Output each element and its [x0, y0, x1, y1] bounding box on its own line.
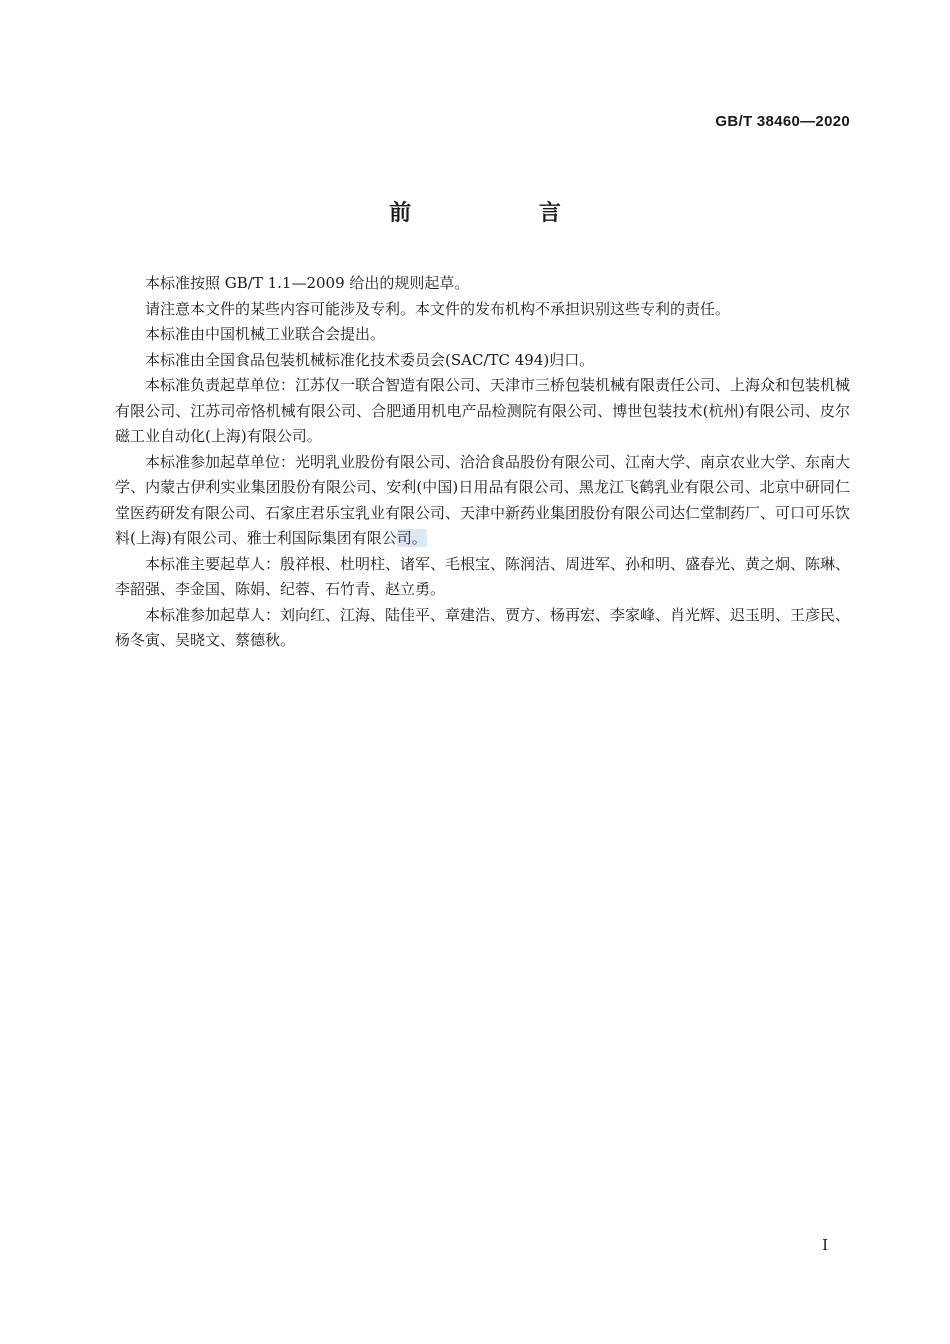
text-selection-highlight[interactable]: 司。 [396, 529, 427, 547]
page-title: 前 言 [389, 201, 621, 226]
participating-units-text: 本标准参加起草单位：光明乳业股份有限公司、洽洽食品股份有限公司、江南大学、南京农业大学、东南大学、内蒙古伊利实业集团股份有限公司、安利(中国)日用品有限公司、黑龙江飞鹤乳业有限公司、北京中研同仁堂医药研发有限公司、石家庄君乐宝乳业有限公司、天津中新药业集团股份有限公司达仁堂制药厂、可口可乐饮料(上海)有限公司、雅士利国际集团有限公 [115, 452, 851, 547]
page-number: I [822, 1236, 828, 1254]
paragraph-participating-drafters: 本标准参加起草人：刘向红、江海、陆佳平、章建浩、贾方、杨再宏、李家峰、肖光辉、迟玉明、王彦民、杨冬寅、吴晓文、蔡德秋。 [115, 605, 851, 649]
paragraph-drafting-rules: 本标准按照 GB/T 1.1—2009 给出的规则起草。 [145, 274, 470, 292]
paragraph-participating-units [115, 450, 850, 552]
paragraph-proposed-by: 本标准由中国机械工业联合会提出。 [145, 325, 386, 343]
paragraph-main-drafters: 本标准主要起草人：殷祥根、杜明柱、诸军、毛根宝、陈润洁、周进军、孙和明、盛春光、黄之炯、陈琳、李韶强、李金国、陈娟、纪蓉、石竹青、赵立勇。 [115, 554, 851, 598]
paragraph-patent-notice: 请注意本文件的某些内容可能涉及专利。本文件的发布机构不承担识别这些专利的责任。 [145, 299, 731, 318]
paragraph-lead-drafting-units: 本标准负责起草单位：江苏仅一联合智造有限公司、天津市三桥包装机械有限责任公司、上海众和包装机械有限公司、江苏司帝恪机械有限公司、合肥通用机电产品检测院有限公司、博世包装技术(杭州)有限公司、皮尔磁工业自动化(上海)有限公司。 [115, 376, 851, 445]
document-number: GB/T 38460—2020 [715, 113, 850, 130]
foreword-body [115, 271, 850, 654]
paragraph-administered-by: 本标准由全国食品包装机械标准化技术委员会(SAC/TC 494)归口。 [145, 350, 595, 369]
